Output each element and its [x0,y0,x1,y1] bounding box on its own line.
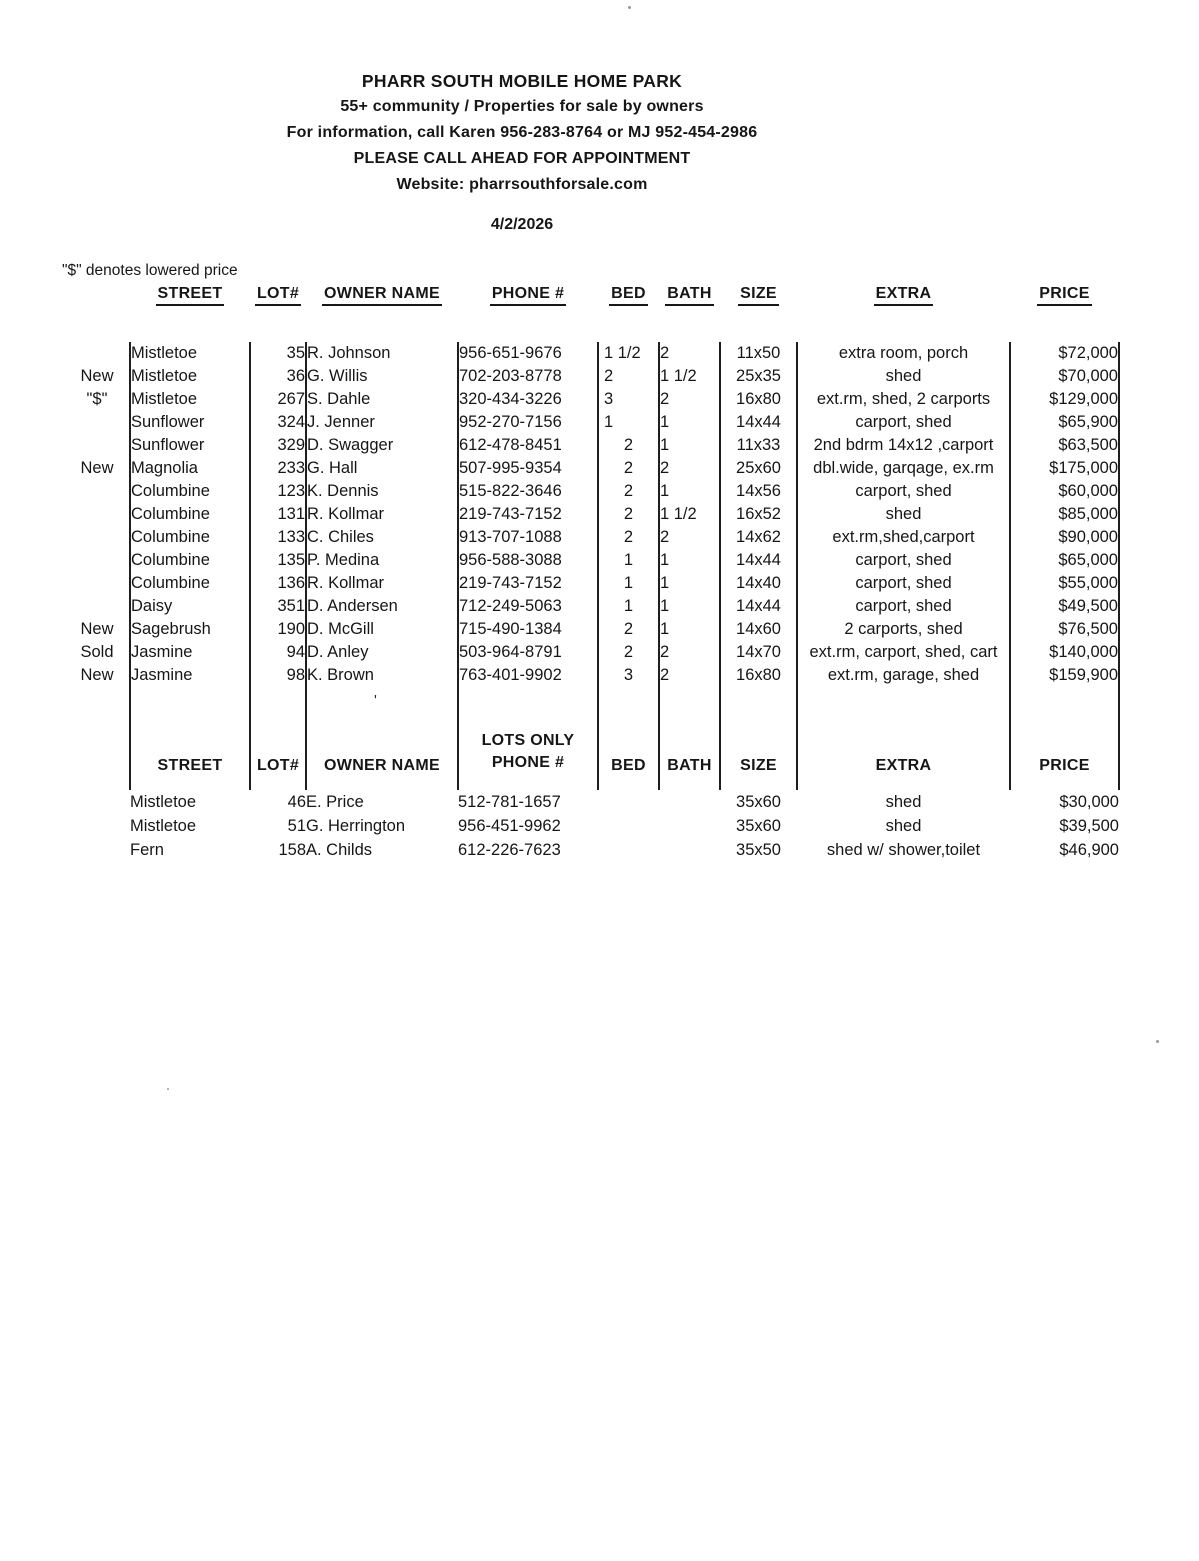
status-cell: New [80,367,114,386]
phone-cell: 612-226-7623 [458,840,561,859]
home-row [65,641,1119,664]
lot-cell: 98 [250,664,306,687]
price-cell: $175,000 [1010,457,1119,480]
lot-cell: 329 [250,434,306,457]
bath-cell: 1 [659,618,720,641]
status-cell: Sold [80,643,114,662]
home-row [65,664,1119,687]
price-cell: $140,000 [1010,641,1119,664]
lot-row [65,838,1119,862]
lot-cell: 123 [250,480,306,503]
status-cell: New [80,666,114,685]
price-cell: $76,500 [1010,618,1119,641]
bed-cell: 1 [598,549,659,572]
listings-table [65,282,1120,862]
listing-date: 4/2/2026 [490,216,554,233]
phone-cell: 952-270-7156 [458,411,598,434]
phone-cell: 507-995-9354 [458,457,598,480]
extra-cell: ext.rm,shed,carport [797,526,1010,549]
price-cell: $85,000 [1010,503,1119,526]
price-cell: $65,900 [1010,411,1119,434]
scan-artifact: ' [374,692,377,709]
bed-cell: 1 1/2 [598,342,659,365]
size-cell: 14x62 [720,526,797,549]
owner-cell: K. Brown [306,664,458,687]
size-cell: 25x60 [720,457,797,480]
phone-column-header: PHONE # [490,286,566,306]
bed-cell: 2 [598,618,659,641]
size-cell: 14x60 [720,618,797,641]
phone-cell: 320-434-3226 [458,388,598,411]
size-cell: 25x35 [720,365,797,388]
lots-extra-header: EXTRA [797,699,1010,790]
home-row [65,388,1119,411]
extra-cell: carport, shed [797,595,1010,618]
bath-cell: 2 [659,526,720,549]
bath-cell: 1 [659,480,720,503]
bath-cell: 2 [659,342,720,365]
document-header [0,0,1044,236]
phone-cell: 715-490-1384 [458,618,598,641]
lot-cell: 46 [287,792,306,811]
bed-cell: 3 [598,388,659,411]
status-cell [65,342,130,365]
lot-cell: 133 [250,526,306,549]
lots-header-row [65,699,1119,790]
lot-cell: 94 [250,641,306,664]
owner-cell: D. McGill [306,618,458,641]
bed-cell: 1 [598,411,659,434]
size-cell: 11x33 [720,434,797,457]
phone-cell: 956-451-9962 [458,816,561,835]
status-cell [65,411,130,434]
lots-only-label: LOTS ONLY [481,732,575,749]
bath-cell: 2 [659,664,720,687]
owner-cell: R. Johnson [306,342,458,365]
extra-cell: 2 carports, shed [797,618,1010,641]
size-cell: 14x44 [720,595,797,618]
community-line: 55+ community / Properties for sale by owners [340,98,704,115]
price-cell: $129,000 [1010,388,1119,411]
home-row [65,595,1119,618]
street-cell: Magnolia [130,457,250,480]
owner-cell: D. Swagger [306,434,458,457]
price-column-header: PRICE [1037,286,1091,306]
lots-bath-header: BATH [659,699,720,790]
home-row [65,618,1119,641]
bed-column-header: BED [609,286,648,306]
extra-cell: carport, shed [797,480,1010,503]
price-cell: $159,900 [1010,664,1119,687]
size-cell: 35x50 [736,840,781,859]
bed-cell: 1 [598,595,659,618]
extra-cell: extra room, porch [797,342,1010,365]
bed-cell: 2 [598,434,659,457]
price-cell: $39,500 [1059,816,1119,835]
scan-speck [1156,1040,1159,1043]
bed-cell: 2 [598,365,659,388]
bath-cell: 1 [659,411,720,434]
lots-price-header: PRICE [1010,699,1119,790]
street-cell: Jasmine [130,641,250,664]
lot-cell: 158 [278,840,306,859]
size-cell: 16x80 [720,388,797,411]
home-row [65,342,1119,365]
size-cell: 14x44 [720,411,797,434]
home-row [65,572,1119,595]
lots-phone-header: PHONE # [491,754,565,771]
size-cell: 14x44 [720,549,797,572]
street-cell: Columbine [130,549,250,572]
lots-section [65,790,1119,862]
owner-cell: S. Dahle [306,388,458,411]
lot-cell: 190 [250,618,306,641]
appointment-line: PLEASE CALL AHEAD FOR APPOINTMENT [353,150,691,167]
extra-cell: dbl.wide, garqage, ex.rm [797,457,1010,480]
bath-cell: 1 [659,572,720,595]
lots-size-header: SIZE [720,699,797,790]
owner-column-header: OWNER NAME [322,286,442,306]
street-cell: Daisy [130,595,250,618]
header-gap [65,306,1119,342]
phone-cell: 956-588-3088 [458,549,598,572]
price-cell: $65,000 [1010,549,1119,572]
lots-lot-header: LOT# [250,699,306,790]
bath-cell: 2 [659,641,720,664]
home-row [65,457,1119,480]
phone-cell: 763-401-9902 [458,664,598,687]
owner-cell: A. Childs [306,840,373,859]
home-row [65,434,1119,457]
phone-cell: 512-781-1657 [458,792,561,811]
phone-cell: 515-822-3646 [458,480,598,503]
price-cell: $63,500 [1010,434,1119,457]
home-row [65,549,1119,572]
price-cell: $90,000 [1010,526,1119,549]
lot-column-header: LOT# [255,286,301,306]
section-spacer [65,687,1119,699]
status-cell [65,434,130,457]
street-cell: Mistletoe [130,792,197,811]
lot-cell: 267 [250,388,306,411]
size-cell: 16x80 [720,664,797,687]
owner-cell: G. Hall [306,457,458,480]
phone-cell: 612-478-8451 [458,434,598,457]
status-cell: New [80,459,114,478]
lot-row [65,814,1119,838]
status-cell [65,572,130,595]
bed-cell: 2 [598,641,659,664]
phone-cell: 913-707-1088 [458,526,598,549]
bed-cell: 2 [598,457,659,480]
extra-cell: carport, shed [797,411,1010,434]
lot-cell: 136 [250,572,306,595]
extra-cell: ext.rm, garage, shed [797,664,1010,687]
bath-column-header: BATH [665,286,713,306]
lot-cell: 51 [287,816,306,835]
owner-cell: R. Kollmar [306,503,458,526]
street-cell: Columbine [130,572,250,595]
bath-cell: 1 1/2 [659,365,720,388]
owner-cell: J. Jenner [306,411,458,434]
lots-owner-header: OWNER NAME [306,699,458,790]
park-name: PHARR SOUTH MOBILE HOME PARK [361,71,683,91]
status-cell [65,595,130,618]
extra-cell: shed w/ shower,toilet [826,840,981,859]
lots-bed-header: BED [598,699,659,790]
extra-cell: shed [797,503,1010,526]
lot-cell: 36 [250,365,306,388]
lot-cell: 324 [250,411,306,434]
bath-cell: 1 1/2 [659,503,720,526]
extra-cell: shed [885,792,922,811]
bed-cell: 2 [598,480,659,503]
size-cell: 14x70 [720,641,797,664]
street-cell: Mistletoe [130,365,250,388]
homes-section [65,342,1119,687]
lot-row [65,790,1119,814]
bath-cell: 1 [659,595,720,618]
phone-cell: 219-743-7152 [458,572,598,595]
price-cell: $30,000 [1059,792,1119,811]
extra-cell: carport, shed [797,572,1010,595]
street-cell: Mistletoe [130,342,250,365]
lot-cell: 135 [250,549,306,572]
phone-cell: 712-249-5063 [458,595,598,618]
owner-cell: P. Medina [306,549,458,572]
owner-cell: D. Andersen [306,595,458,618]
lot-cell: 131 [250,503,306,526]
phone-cell: 503-964-8791 [458,641,598,664]
owner-cell: R. Kollmar [306,572,458,595]
lot-cell: 351 [250,595,306,618]
price-cell: $49,500 [1010,595,1119,618]
owner-cell: C. Chiles [306,526,458,549]
street-cell: Sunflower [130,411,250,434]
home-row [65,526,1119,549]
size-cell: 35x60 [736,792,781,811]
phone-cell: 702-203-8778 [458,365,598,388]
street-cell: Columbine [130,526,250,549]
status-cell [65,549,130,572]
lots-street-header: STREET [130,699,250,790]
extra-column-header: EXTRA [874,286,934,306]
extra-cell: 2nd bdrm 14x12 ,carport [797,434,1010,457]
bed-cell: 2 [598,526,659,549]
price-cell: $70,000 [1010,365,1119,388]
owner-cell: G. Herrington [306,816,406,835]
size-cell: 16x52 [720,503,797,526]
status-cell: New [80,620,114,639]
size-column-header: SIZE [738,286,779,306]
phone-cell: 956-651-9676 [458,342,598,365]
extra-cell: ext.rm, carport, shed, cart [797,641,1010,664]
owner-cell: E. Price [306,792,364,811]
street-cell: Columbine [130,503,250,526]
size-cell: 11x50 [720,342,797,365]
lot-cell: 233 [250,457,306,480]
scan-speck [167,1088,169,1090]
street-cell: Sunflower [130,434,250,457]
size-cell: 14x56 [720,480,797,503]
street-cell: Sagebrush [130,618,250,641]
extra-cell: carport, shed [797,549,1010,572]
bath-cell: 2 [659,388,720,411]
size-cell: 14x40 [720,572,797,595]
owner-cell: G. Willis [306,365,458,388]
street-cell: Fern [130,840,164,859]
size-cell: 35x60 [736,816,781,835]
lowered-price-note: "$" denotes lowered price [62,262,238,279]
street-cell: Mistletoe [130,388,250,411]
status-cell: "$" [86,390,108,409]
street-cell: Jasmine [130,664,250,687]
scan-speck [628,6,631,9]
status-cell [65,503,130,526]
extra-cell: shed [885,816,922,835]
street-column-header: STREET [156,286,225,306]
bath-cell: 1 [659,549,720,572]
home-row [65,365,1119,388]
bed-cell: 3 [598,664,659,687]
price-cell: $55,000 [1010,572,1119,595]
price-cell: $72,000 [1010,342,1119,365]
home-row [65,503,1119,526]
contact-line: For information, call Karen 956-283-8764 or MJ 952-454-2986 [286,124,758,141]
bath-cell: 1 [659,434,720,457]
lot-cell: 35 [250,342,306,365]
status-cell [65,480,130,503]
status-cell [65,526,130,549]
home-row [65,411,1119,434]
owner-cell: K. Dennis [306,480,458,503]
bed-cell: 1 [598,572,659,595]
phone-cell: 219-743-7152 [458,503,598,526]
owner-cell: D. Anley [306,641,458,664]
main-header-row [65,282,1119,306]
home-row [65,480,1119,503]
street-cell: Columbine [130,480,250,503]
bed-cell: 2 [598,503,659,526]
extra-cell: ext.rm, shed, 2 carports [797,388,1010,411]
price-cell: $60,000 [1010,480,1119,503]
bath-cell: 2 [659,457,720,480]
price-cell: $46,900 [1059,840,1119,859]
extra-cell: shed [797,365,1010,388]
street-cell: Mistletoe [130,816,197,835]
website-line: Website: pharrsouthforsale.com [396,176,648,193]
